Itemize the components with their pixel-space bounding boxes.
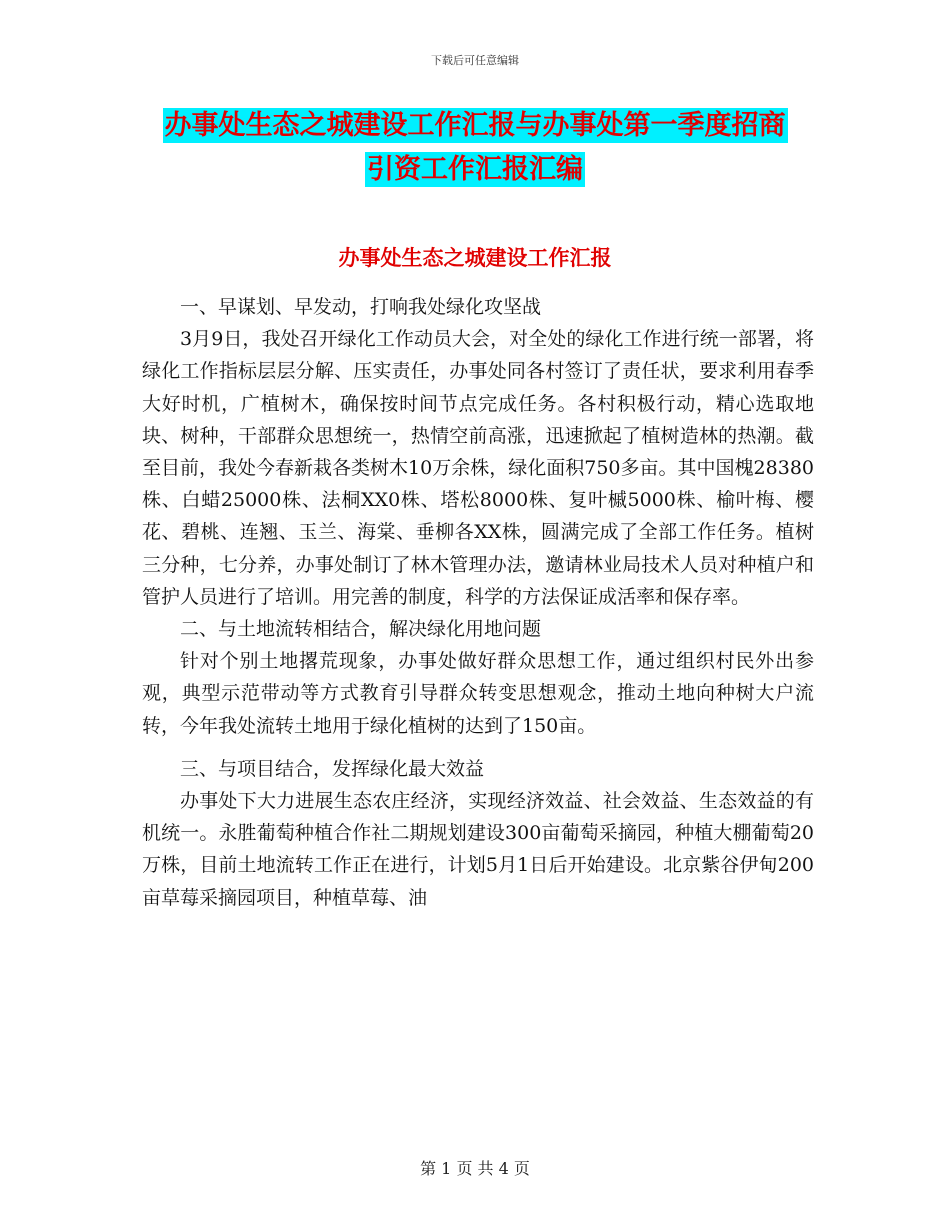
header-note: 下载后可任意编辑 [431, 54, 519, 67]
section-title: 办事处生态之城建设工作汇报 [338, 246, 612, 270]
page-footer: 第 1 页 共 4 页 [420, 1159, 530, 1178]
paragraph-2: 针对个别土地撂荒现象，办事处做好群众思想工作，通过组织村民外出参观，典型示范带动等方式教育引导群众转变思想观念，推动土地向种树大户流转，今年我处流转土地用于绿化植树的达到了150亩。 [142, 650, 814, 737]
document-body [142, 291, 814, 914]
heading-1: 一、早谋划、早发动，打响我处绿化攻坚战 [180, 296, 542, 318]
paragraph-3: 办事处下大力进展生态农庄经济，实现经济效益、社会效益、生态效益的有机统一。永胜葡萄种植合作社二期规划建设300亩葡萄采摘园，种植大棚葡萄20万株，目前土地流转工作正在进行，计划5月1日后开始建设。北京紫谷伊甸200亩草莓采摘园项目，种植草莓、油 [142, 790, 814, 909]
paragraph-1: 3月9日，我处召开绿化工作动员大会，对全处的绿化工作进行统一部署，将绿化工作指标层层分解、压实责任，办事处同各村签订了责任状，要求利用春季大好时机，广植树木，确保按时间节点完成任务。各村积极行动，精心选取地块、树种，干部群众思想统一，热情空前高涨，迅速掀起了植树造林的热潮。截至目前，我处今春新栽各类树木10万余株，绿化面积750多亩。其中国槐28380株、白蜡25000株、法桐XX0株、塔松8000株、复叶槭5000株、榆叶梅、樱花、碧桃、连翘、玉兰、海棠、垂柳各XX株，圆满完成了全部工作任务。植树三分种，七分养，办事处制订了林木管理办法，邀请林业局技术人员对种植户和管护人员进行了培训。用完善的制度，科学的方法保证成活率和保存率。 [142, 328, 814, 608]
heading-3: 三、与项目结合，发挥绿化最大效益 [180, 757, 485, 780]
title-line-1: 办事处生态之城建设工作汇报与办事处第一季度招商 [164, 110, 786, 141]
title-line-2: 引资工作汇报汇编 [367, 154, 583, 185]
heading-2: 二、与土地流转相结合，解决绿化用地问题 [180, 618, 542, 641]
document-title [0, 104, 950, 192]
